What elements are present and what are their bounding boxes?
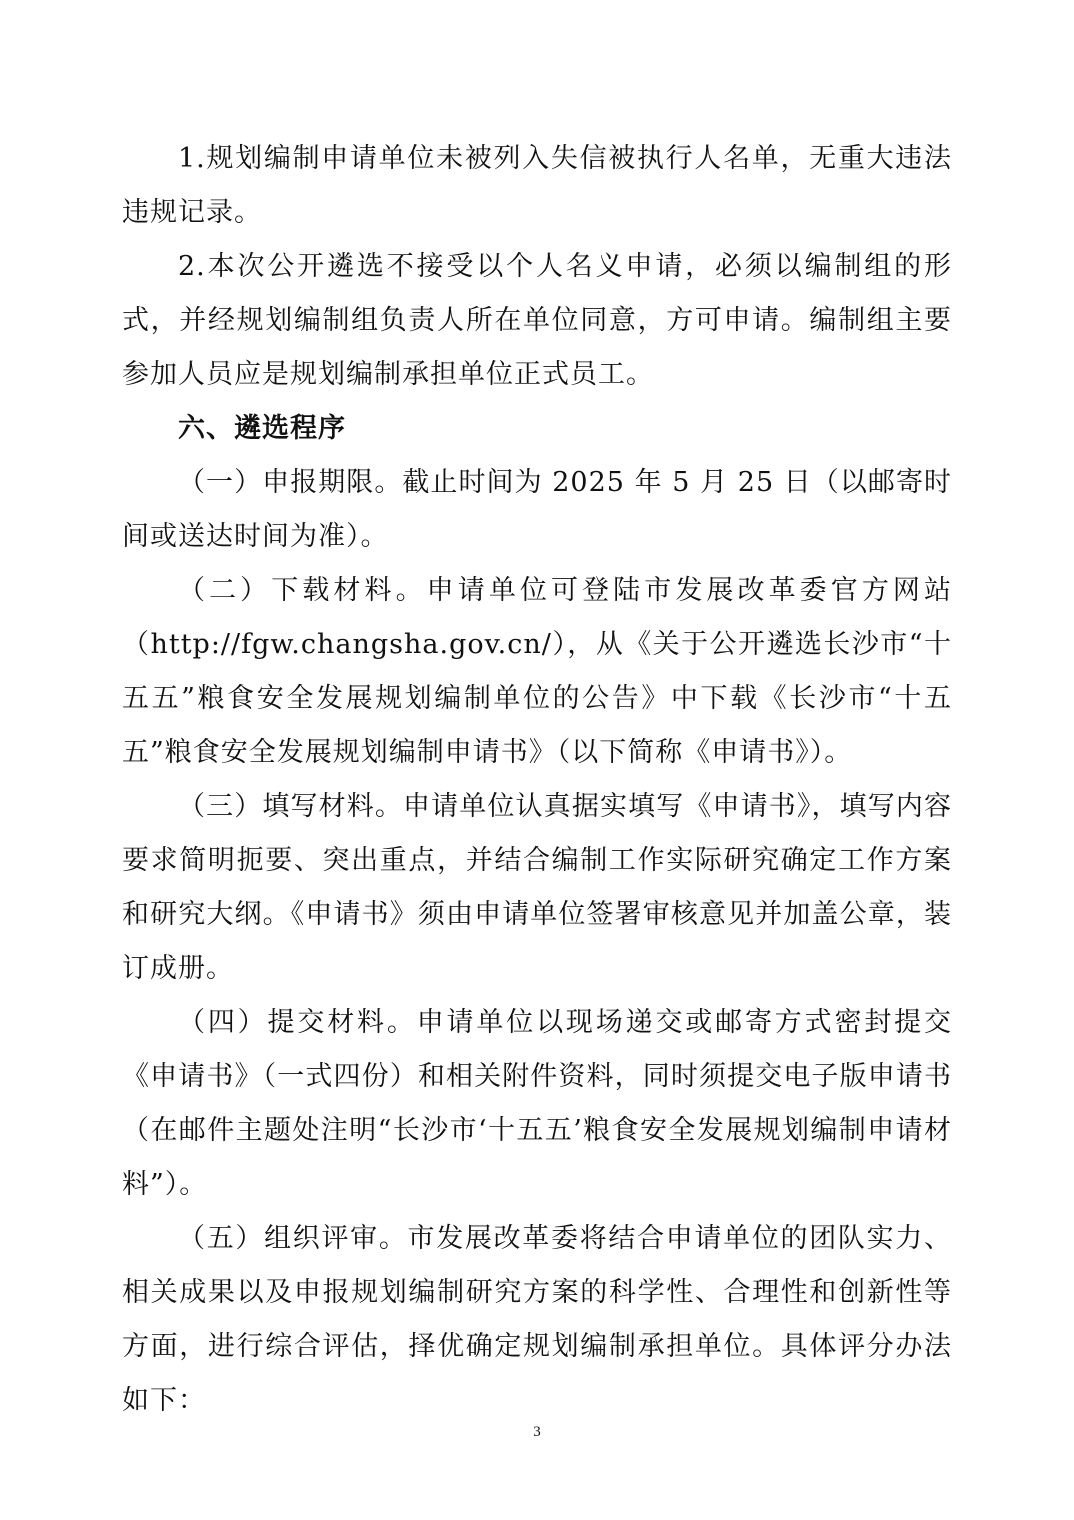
page-number: 3 [533,1424,541,1440]
paragraph-application-deadline: （一）申报期限。截止时间为 2025 年 5 月 25 日（以邮寄时间或送达时间为准）。 [122,467,952,552]
paragraph-organize-review: （五）组织评审。市发展改革委将结合申请单位的团队实力、相关成果以及申报规划编制研究方案的科学性、合理性和创新性等方面，进行综合评估，择优确定规划编制承担单位。具体评分办法如下： [122,1223,952,1416]
section-heading-selection-procedure: 六、遴选程序 [178,413,346,444]
paragraph-requirement-1: 1.规划编制申请单位未被列入失信被执行人名单，无重大违法违规记录。 [122,143,952,228]
paragraph-fill-materials: （三）填写材料。申请单位认真据实填写《申请书》，填写内容要求简明扼要、突出重点，并结合编制工作实际研究确定工作方案和研究大纲。《申请书》须由申请单位签署审核意见并加盖公章，装订成册。 [122,791,952,984]
paragraph-requirement-2: 2.本次公开遴选不接受以个人名义申请，必须以编制组的形式，并经规划编制组负责人所在单位同意，方可申请。编制组主要参加人员应是规划编制承担单位正式员工。 [122,251,952,390]
paragraph-download-materials: （二）下载材料。申请单位可登陆市发展改革委官方网站（http://fgw.changsha.gov.cn/），从《关于公开遴选长沙市“十五五”粮食安全发展规划编制单位的公告》中下载《长沙市“十五五”粮食安全发展规划编制申请书》（以下简称《申请书》）。 [122,575,952,768]
document-body [122,132,952,1428]
paragraph-submit-materials: （四）提交材料。申请单位以现场递交或邮寄方式密封提交《申请书》（一式四份）和相关附件资料，同时须提交电子版申请书（在邮件主题处注明“长沙市‘十五五’粮食安全发展规划编制申请材料”）。 [122,1007,952,1200]
